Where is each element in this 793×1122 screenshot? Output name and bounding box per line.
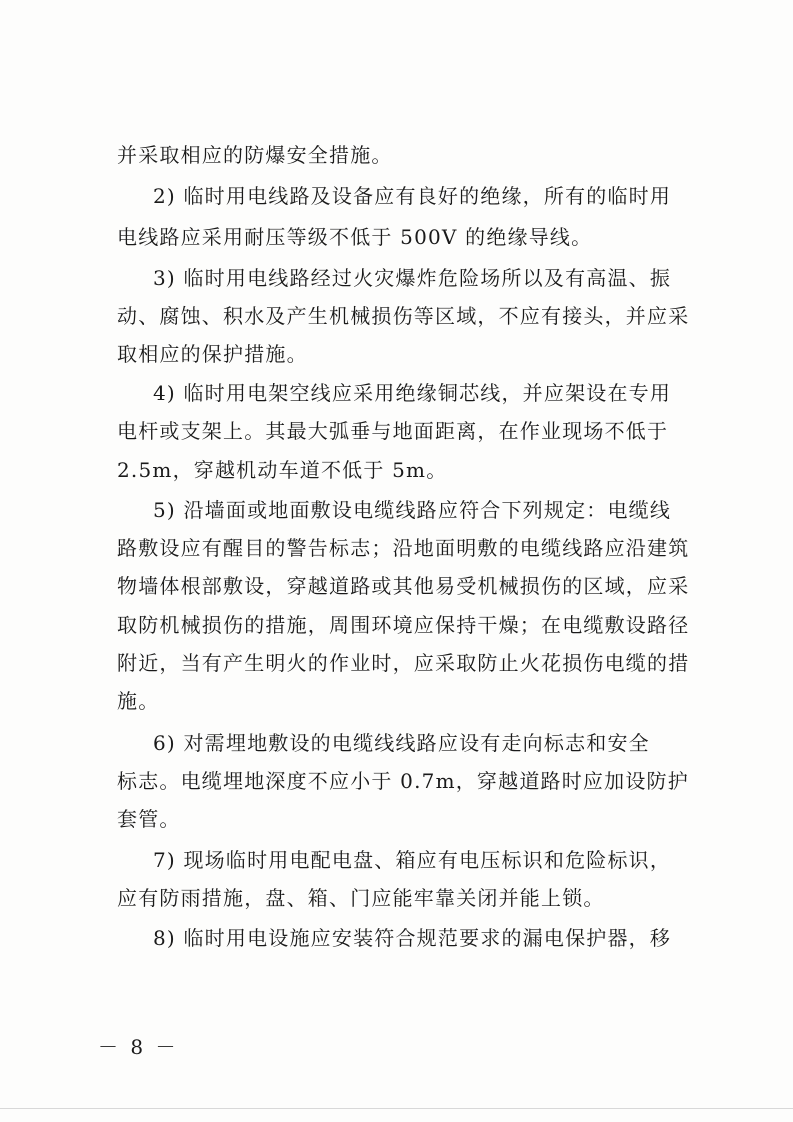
text-line: 物墙体根部敷设，穿越道路或其他易受机械损伤的区域，应采 bbox=[117, 574, 690, 598]
text-line: 应有防雨措施，盘、箱、门应能牢靠关闭并能上锁。 bbox=[117, 886, 605, 910]
bottom-edge-divider bbox=[0, 1108, 793, 1109]
text-line: 2.5m，穿越机动车道不低于 5m。 bbox=[117, 458, 448, 482]
text-line: 路敷设应有醒目的警告标志；沿地面明敷的电缆线路应沿建筑 bbox=[117, 536, 690, 560]
text-line: 8) 临时用电设施应安装符合规范要求的漏电保护器，移 bbox=[153, 926, 672, 950]
text-line: 动、腐蚀、积水及产生机械损伤等区域，不应有接头，并应采 bbox=[117, 304, 690, 328]
text-line: 施。 bbox=[117, 689, 160, 713]
text-line: 电线路应采用耐压等级不低于 500V 的绝缘导线。 bbox=[117, 225, 593, 249]
text-line: 取防机械损伤的措施，周围环境应保持干燥；在电缆敷设路径 bbox=[117, 613, 690, 637]
text-line: 电杆或支架上。其最大弧垂与地面距离，在作业现场不低于 bbox=[117, 419, 669, 443]
page-number: － 8 － bbox=[98, 1035, 179, 1059]
text-line: 2) 临时用电线路及设备应有良好的绝缘，所有的临时用 bbox=[153, 184, 672, 208]
text-line: 取相应的保护措施。 bbox=[117, 342, 308, 366]
text-line: 4) 临时用电架空线应采用绝缘铜芯线，并应架设在专用 bbox=[153, 381, 672, 405]
text-line: 附近，当有产生明火的作业时，应采取防止火花损伤电缆的措 bbox=[117, 651, 690, 675]
text-line: 标志。电缆埋地深度不应小于 0.7m，穿越道路时应加设防护 bbox=[117, 769, 689, 793]
text-line: 5) 沿墙面或地面敷设电缆线路应符合下列规定：电缆线 bbox=[153, 498, 672, 522]
text-line: 6) 对需埋地敷设的电缆线线路应设有走向标志和安全 bbox=[153, 731, 650, 755]
text-line: 套管。 bbox=[117, 807, 181, 831]
text-line: 7) 现场临时用电配电盘、箱应有电压标识和危险标识， bbox=[153, 848, 672, 872]
text-line: 并采取相应的防爆安全措施。 bbox=[117, 143, 393, 167]
text-line: 3) 临时用电线路经过火灾爆炸危险场所以及有高温、振 bbox=[153, 266, 672, 290]
